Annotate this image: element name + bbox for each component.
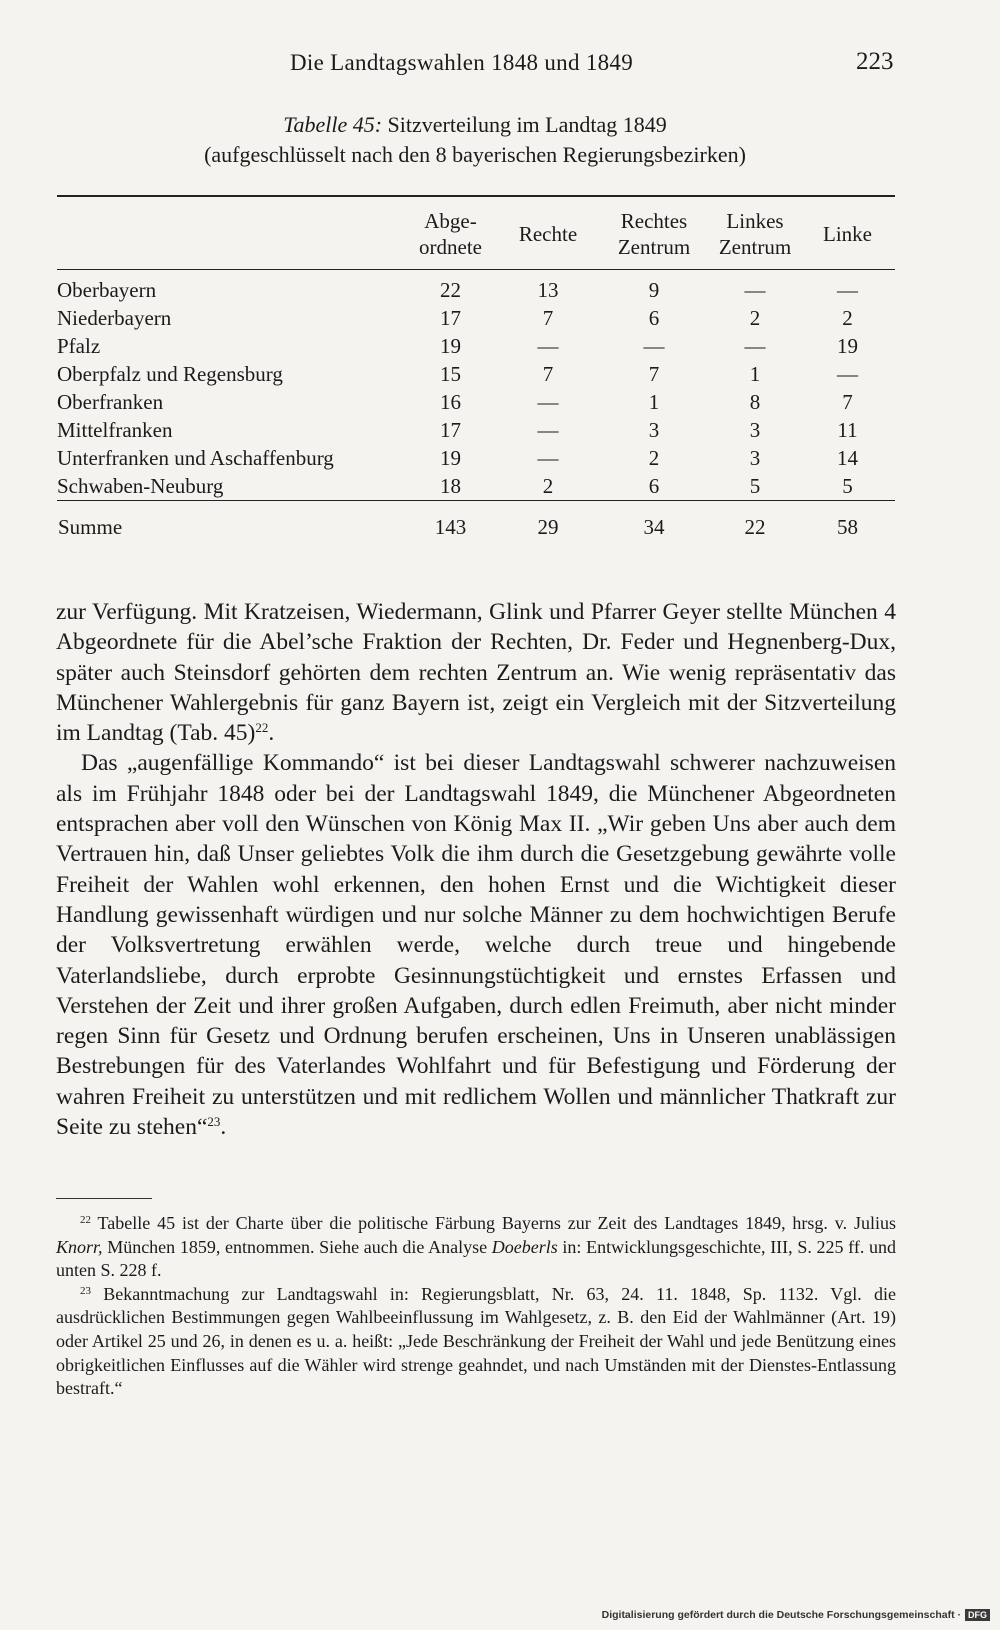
header-abgeordnete-line1: Abge- — [424, 209, 477, 233]
cell-rechte: — — [537, 418, 559, 442]
cell-linkes-zentrum: 3 — [749, 446, 761, 470]
caption-title: Sitzverteilung im Landtag 1849 — [382, 112, 667, 137]
cell-linkes-zentrum: — — [744, 334, 766, 358]
total-rechte: 29 — [537, 515, 559, 539]
table-row — [57, 270, 895, 305]
header-rechtes-zentrum-line2: Zentrum — [617, 235, 691, 259]
footnote-22-text-e: in: Entwicklungsgeschichte, III, S. 225 ff. und unten S. 228 f. — [56, 1236, 896, 1281]
cell-rechtes-zentrum: 9 — [648, 278, 660, 302]
cell-linkes-zentrum: 2 — [749, 306, 761, 330]
cell-rechte: 7 — [542, 306, 554, 330]
total-linkes-zentrum: 22 — [744, 515, 766, 539]
cell-region: Mittelfranken — [57, 418, 173, 442]
paragraph-1-end: . — [268, 720, 275, 747]
header-linkes-zentrum-line2: Zentrum — [718, 235, 792, 259]
footnotes — [56, 1212, 896, 1401]
cell-region: Niederbayern — [57, 306, 172, 330]
cell-abgeordnete: 17 — [440, 418, 461, 442]
cell-region: Oberfranken — [57, 390, 164, 414]
cell-rechtes-zentrum: 7 — [648, 362, 660, 386]
footnote-23 — [56, 1283, 896, 1401]
footnote-22-author-doeberl: Doeberls — [491, 1236, 558, 1257]
footnote-23-text: Bekanntmachung zur Landtagswahl in: Regierungsblatt, Nr. 63, 24. 11. 1848, Sp. 1132. Vgl. die ausdrücklichen Bestimmungen gegen Wahlbeeinflussung im Wahlgesetz, z. B. den Eid der Wahlmänner (Art. 19) oder Artikel 25 und 26, in denen es u. a. heißt: „Jede Beschränkung der Freiheit der Wahl und jede Benützung eines obrigkeitlichen Einflusses auf die Wähler wird strenge geahndet, und nach Umständen mit der Dienstes-Entlassung bestraft.“ — [56, 1283, 896, 1399]
caption-label: Tabelle 45: — [283, 112, 383, 137]
cell-linkes-zentrum: — — [744, 278, 766, 302]
table-body — [57, 270, 895, 501]
header-linkes-zentrum — [710, 196, 800, 270]
table-row — [57, 472, 895, 501]
cell-abgeordnete: 19 — [440, 446, 461, 470]
cell-rechte: 13 — [537, 278, 559, 302]
total-label: Summe — [58, 515, 123, 539]
cell-linkes-zentrum: 1 — [749, 362, 761, 386]
cell-rechte: 2 — [542, 474, 554, 498]
paragraph-2-text: Das „augenfällige Kommando“ ist bei dieser Landtagswahl schwerer nachzuweisen als im Frühjahr 1848 oder bei der Landtagswahl 1849, die Münchener Abgeordneten entsprachen aber voll den Wünschen von König Max II. „Wir geben Uns aber auch dem Vertrauen hin, daß Unser geliebtes Volk die ihm durch die Gesetzgebung gewährte volle Freiheit der Wahlen wohl erkennen, den hohen Ernst und die Wichtigkeit dieser Handlung gewissenhaft würdigen und nur solche Männer zu dem hochwichtigen Berufe der Volksvertretung erwählen werde, welche durch treue und hingebende Vaterlandsliebe, durch erprobte Gesinnungstüchtigkeit und ernstes Erfassen und Verstehen der Zeit und ihrer großen Aufgaben, durch edlen Freimuth, aber nicht minder regen Sinn für Gesetz und Ordnung berufen erscheinen, Uns in Unseren unablässigen Bestrebungen für des Vaterlandes Wohlfahrt und für Befestigung und Förderung der wahren Freiheit zu unterstützen und mit redlichem Wollen und männlicher Thatkraft zur Seite zu stehen“ — [56, 750, 896, 1141]
dfg-logo: DFG — [965, 1609, 990, 1621]
cell-abgeordnete: 17 — [440, 306, 461, 330]
cell-region: Oberpfalz und Regensburg — [57, 362, 283, 386]
table-row — [57, 332, 895, 360]
cell-linke: 14 — [837, 446, 858, 470]
header-abgeordnete-line2: ordnete — [419, 235, 482, 259]
table-row — [57, 444, 895, 472]
digitization-credit — [602, 1609, 990, 1621]
header-abgeordnete — [403, 196, 498, 270]
paragraph-1 — [56, 597, 896, 748]
cell-abgeordnete: 16 — [440, 390, 461, 414]
footnote-22 — [56, 1212, 896, 1283]
header-rechte: Rechte — [518, 222, 578, 246]
table-row — [57, 416, 895, 444]
cell-region: Pfalz — [57, 334, 101, 358]
header-region — [57, 196, 403, 270]
cell-rechtes-zentrum: 6 — [648, 306, 660, 330]
total-rechtes-zentrum: 34 — [643, 515, 665, 539]
footnote-22-author-knorr: Knorr, — [56, 1236, 103, 1257]
cell-abgeordnete: 18 — [440, 474, 461, 498]
cell-abgeordnete: 19 — [440, 334, 461, 358]
cell-linke: — — [837, 278, 858, 302]
seat-distribution-table — [57, 195, 895, 542]
header-linkes-zentrum-line1: Linkes — [726, 209, 784, 233]
paragraph-2-end: . — [220, 1114, 227, 1141]
cell-linkes-zentrum: 3 — [749, 418, 761, 442]
page-number: 223 — [856, 48, 894, 75]
cell-rechtes-zentrum: — — [643, 334, 665, 358]
cell-region: Schwaben-Neuburg — [57, 474, 224, 498]
header-rechtes-zentrum-line1: Rechtes — [620, 209, 688, 233]
footnote-22-text-c: München 1859, entnommen. Siehe auch die Analyse — [102, 1236, 492, 1257]
cell-rechtes-zentrum: 6 — [648, 474, 660, 498]
cell-rechte: — — [537, 390, 559, 414]
caption-subtitle: (aufgeschlüsselt nach den 8 bayerischen Regierungsbezirken) — [204, 142, 746, 167]
table-caption — [0, 110, 950, 170]
body-text — [56, 597, 896, 1142]
cell-linkes-zentrum: 8 — [749, 390, 761, 414]
cell-rechte: 7 — [542, 362, 554, 386]
header-rechtes-zentrum — [598, 196, 710, 270]
cell-region: Unterfranken und Aschaffenburg — [57, 446, 334, 470]
cell-abgeordnete: 22 — [440, 278, 461, 302]
cell-linke: 5 — [842, 474, 853, 498]
table-row — [57, 388, 895, 416]
cell-abgeordnete: 15 — [440, 362, 461, 386]
running-head — [0, 48, 1000, 82]
cell-linke: 19 — [837, 334, 858, 358]
footnote-divider — [56, 1198, 152, 1199]
cell-linke: 7 — [842, 390, 853, 414]
total-linke: 58 — [837, 515, 858, 539]
footnote-ref-22[interactable]: 22 — [255, 720, 269, 736]
cell-linkes-zentrum: 5 — [749, 474, 761, 498]
cell-rechte: — — [537, 446, 559, 470]
table-row — [57, 304, 895, 332]
cell-rechte: — — [537, 334, 559, 358]
table-row — [57, 360, 895, 388]
paragraph-2 — [56, 748, 896, 1142]
total-row — [57, 501, 895, 543]
running-title: Die Landtagswahlen 1848 und 1849 — [290, 50, 634, 75]
caption-line — [0, 110, 950, 140]
cell-rechtes-zentrum: 3 — [648, 418, 660, 442]
total-abgeordnete: 143 — [434, 515, 467, 539]
cell-linke: 2 — [842, 306, 853, 330]
footnote-22-number: 22 — [80, 1214, 91, 1226]
header-linke: Linke — [823, 222, 872, 246]
table-footer — [57, 501, 895, 543]
cell-linke: — — [837, 362, 858, 386]
cell-rechtes-zentrum: 2 — [648, 446, 660, 470]
credit-text: Digitalisierung gefördert durch die Deutsche Forschungsgemeinschaft · — [601, 1609, 961, 1621]
footnote-ref-23[interactable]: 23 — [207, 1114, 221, 1130]
footnote-23-number: 23 — [80, 1284, 91, 1297]
paragraph-1-text: zur Verfügung. Mit Kratzeisen, Wiedermann, Glink und Pfarrer Geyer stellte München 4 Abgeordnete für die Abel’sche Fraktion der Rechten, Dr. Feder und Hegnenberg-Dux, später auch Steinsdorf gehörten dem rechten Zentrum an. Wie wenig repräsentativ das Münchener Wahlergebnis für ganz Bayern ist, zeigt ein Vergleich mit der Sitzverteilung im Landtag (Tab. 45) — [56, 599, 896, 747]
cell-linke: 11 — [837, 418, 858, 442]
footnote-22-text-a: Tabelle 45 ist der Charte über die politische Färbung Bayerns zur Zeit des Landtages 1849, hrsg. v. Julius — [91, 1213, 896, 1233]
table-header — [57, 196, 895, 270]
cell-rechtes-zentrum: 1 — [648, 390, 660, 414]
cell-region: Oberbayern — [57, 278, 157, 302]
